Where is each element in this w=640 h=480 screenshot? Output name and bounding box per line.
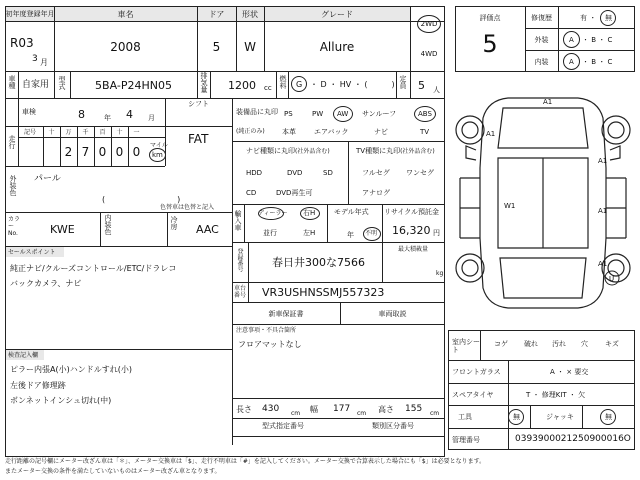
inspector-line-1: ピラー内張A(小)ハンドルすれ(小) — [10, 365, 132, 374]
repair-none: 無 — [605, 14, 612, 22]
equipment-item: PW — [312, 110, 324, 118]
shift-value: FAT — [188, 132, 209, 146]
doors-label: ドア — [208, 10, 225, 19]
sales-point-label: セールスポイント — [8, 249, 56, 256]
sheet-item: 破れ — [524, 340, 538, 348]
yen-unit: 円 — [433, 229, 440, 237]
doors-value: 5 — [212, 40, 221, 54]
odo-divider — [111, 126, 112, 166]
height-cm: cm — [430, 410, 440, 417]
spare-value: T ・ 修理KIT ・ 欠 — [526, 391, 586, 399]
width-cm: cm — [357, 410, 367, 417]
disp-label: 排気量 — [200, 72, 208, 93]
unknown-label: 不明 — [365, 230, 378, 237]
equipment-item: サンルーフ — [362, 110, 397, 118]
equipment-sub: (純正のみ) — [236, 128, 265, 135]
exterior-note: 色替車は色替と記入 — [160, 204, 215, 211]
fuel-rest: ・ D ・ HV ・ ( ) — [310, 80, 395, 89]
equipment-item: 本革 — [282, 128, 296, 136]
spare-label: スペアタイヤ — [452, 391, 494, 399]
exterior-paren: ( ) — [102, 195, 181, 204]
right-label: 右H — [303, 209, 316, 217]
nav-item: DVD — [287, 169, 303, 177]
kg-unit: kg — [436, 270, 444, 277]
inspection-year-unit: 年 — [104, 114, 111, 122]
sheet-item: コゲ — [494, 340, 508, 348]
aw-circle — [333, 106, 353, 122]
recycle-label: リサイクル預託金 — [384, 208, 440, 216]
first-reg-label: 初年度登録年月 — [5, 10, 55, 18]
dealer-label: ディーラー — [258, 210, 288, 217]
inspection-label: 車検 — [22, 108, 36, 116]
tv-item: フルセグ — [362, 169, 390, 177]
tool-label: 工具 — [458, 413, 472, 421]
color-code: KWE — [50, 223, 75, 236]
inspector-line-2: 左後ドア修理跡 — [10, 381, 66, 390]
plate-label: 登録番号 — [236, 248, 243, 272]
inspection-year: 8 — [78, 108, 85, 121]
odo-unit-1: 万 — [65, 129, 72, 136]
diag-u-mark: U — [609, 275, 615, 283]
nav-item: HDD — [246, 169, 263, 177]
footer-line-1: 走行距離の記号欄にメーター改ざん車は「＊」、メーター交換車は「$」、走行不明車は「#」を記入してください。メーター交換で合算表示した場合にも「$」は必要となります。 — [5, 458, 486, 465]
cc-unit: cc — [264, 84, 272, 92]
nav-item: SD — [323, 169, 333, 177]
capacity-value: 5 — [418, 79, 425, 92]
interior-rest: ・ B ・ C — [582, 58, 613, 66]
height-value: 155 — [405, 404, 423, 414]
fuel-label: 燃料 — [279, 75, 287, 89]
odo-digit-5: 0 — [132, 145, 141, 159]
first-reg-month: 3 — [32, 54, 38, 64]
inspector-label: 検査記入欄 — [8, 352, 39, 359]
import-label: 輸入車 — [234, 210, 242, 231]
exterior-grade-label: 外装 — [534, 36, 549, 44]
odo-unit-0: 十 — [48, 129, 55, 136]
sheet-item: キズ — [605, 340, 619, 348]
tv-title-text: TV種類に丸印 — [356, 147, 401, 155]
inspector-line-3: ボンネットインシュ切れ(中) — [10, 396, 112, 405]
repair-label: 修復歴 — [531, 14, 552, 22]
color-no-label: カラー No. — [8, 216, 21, 237]
exterior-label: 外装色 — [9, 175, 17, 196]
tv-sub: (社外品含む) — [400, 148, 435, 155]
nav-title-text: ナビ種類に丸印 — [246, 147, 295, 155]
first-reg-year: R03 — [10, 36, 34, 50]
grade-label: グレード — [321, 10, 353, 19]
height-label: 高さ — [378, 405, 394, 414]
odo-digit-3: 0 — [98, 145, 107, 159]
diag-label-a1-rear: A1 — [598, 260, 608, 268]
vin-label: 車台番号 — [234, 285, 247, 299]
shift-label: シフト — [188, 100, 209, 108]
odo-digit-1: 2 — [64, 145, 73, 159]
drive-2wd: 2WD — [420, 20, 438, 28]
equipment-item: PS — [284, 110, 293, 118]
diag-label-a1-front: A1 — [543, 98, 553, 106]
car-diagram — [448, 88, 638, 318]
inspection-month: 4 — [126, 108, 133, 121]
interior-label: 内装色 — [104, 214, 112, 235]
ac-value: AAC — [196, 223, 219, 236]
notes-label: 注意事項・不具合箇所 — [236, 327, 297, 334]
equipment-item: エアバック — [314, 128, 349, 136]
length-cm: cm — [291, 410, 301, 417]
score-value: 5 — [482, 30, 498, 58]
odo-divider — [60, 126, 61, 166]
odo-unit-3: 百 — [99, 129, 106, 136]
plate-value: 春日井300な7566 — [272, 256, 365, 269]
odo-divider — [94, 126, 95, 166]
type-no-label: 型式指定番号 — [262, 422, 304, 430]
month-unit: 月 — [40, 58, 48, 67]
fuel-g: G — [296, 80, 303, 89]
tv-item: ワンセグ — [406, 169, 434, 177]
reg-label: 車種 — [8, 75, 16, 89]
model-year-label: モデル年式 — [334, 208, 369, 216]
nav-item: DVD再生可 — [276, 189, 313, 197]
glass-value: A ・ × 要交 — [550, 368, 589, 376]
mileage-label: 走行 — [8, 135, 16, 149]
interior-grade-label: 内装 — [534, 58, 549, 66]
diag-label-a1-right2: A1 — [598, 207, 608, 215]
exterior-rest: ・ B ・ C — [582, 36, 613, 44]
jack-value: 無 — [605, 413, 612, 421]
person-unit: 人 — [433, 86, 440, 94]
mgmt-label: 管理番号 — [452, 436, 480, 444]
odo-digit-4: 0 — [115, 145, 124, 159]
repair-options: 有 ・ — [580, 14, 597, 22]
parallel-label: 並行 — [263, 229, 277, 237]
notes-value: フロアマットなし — [238, 340, 302, 349]
odo-divider — [77, 126, 78, 166]
record-label: 記号 — [24, 129, 37, 136]
length-value: 430 — [262, 404, 280, 414]
tv-title — [356, 147, 435, 155]
left-label: 左H — [303, 229, 316, 237]
sheet-item: 汚れ — [552, 340, 566, 348]
inspection-month-unit: 月 — [148, 114, 155, 122]
sheet-label: 室内シート — [452, 338, 480, 354]
odo-unit-5: 一 — [133, 129, 140, 136]
diag-label-a1-left: A1 — [486, 130, 496, 138]
vin-value: VR3USHNSSMJ557323 — [262, 286, 385, 299]
sheet-item: 穴 — [581, 340, 588, 348]
interior-a: A — [569, 58, 574, 66]
equipment-item: TV — [420, 128, 430, 136]
mgmt-value: 0393900021250900016O — [515, 434, 631, 444]
max-load-label: 最大積載量 — [398, 246, 429, 253]
diag-label-w1: W1 — [504, 202, 516, 210]
diag-label-a1-right: A1 — [598, 157, 608, 165]
nav-title — [246, 147, 330, 155]
equipment-item: AW — [337, 110, 349, 118]
equipment-item: ナビ — [374, 128, 388, 136]
ac-label: 冷房 — [170, 216, 178, 230]
shape-value: W — [244, 40, 256, 54]
abs-circle — [414, 106, 436, 122]
width-label: 幅 — [310, 405, 318, 414]
recycle-value: 16,320 — [392, 224, 431, 237]
odo-unit-2: 千 — [82, 129, 89, 136]
grade-value: Allure — [319, 40, 355, 54]
nav-item: CD — [246, 189, 257, 197]
glass-label: フロントガラス — [452, 368, 501, 376]
km-label: km — [152, 151, 163, 159]
capacity-label: 定員 — [399, 75, 407, 89]
sales-line-2: バックカメラ、ナビ — [10, 279, 82, 288]
shape-label: 形状 — [242, 10, 258, 19]
model-value: 2008 — [110, 40, 141, 54]
model-year-unit: 年 — [347, 231, 354, 239]
manual-label: 車両取説 — [378, 310, 407, 318]
length-label: 長さ — [236, 405, 252, 414]
tv-item: アナログ — [362, 189, 390, 197]
equipment-item: ABS — [418, 110, 432, 118]
sales-line-1: 純正ナビ/クルーズコントロール/ETC/ドラレコ — [10, 264, 177, 273]
equipment-label: 装備品に丸印 — [236, 108, 278, 116]
footer-line-2: またメーター交換の条件を満たしていないものはメーター改ざん車となります。 — [5, 468, 221, 475]
katashiki-value: 5BA-P24HN05 — [95, 79, 172, 92]
width-value: 177 — [333, 404, 351, 414]
reg-type: 自家用 — [22, 80, 50, 90]
nav-sub: (社外品含む) — [295, 148, 330, 155]
mile-label: マイル — [150, 142, 168, 149]
jack-label: ジャッキ — [546, 413, 574, 421]
drive-4wd: 4WD — [420, 50, 438, 58]
odo-unit-4: 十 — [116, 129, 123, 136]
model-label: 車名 — [117, 10, 134, 19]
score-label: 評価点 — [479, 14, 501, 22]
new-warranty-label: 新車保証書 — [268, 310, 304, 318]
katashiki-label: 型式 — [58, 76, 66, 90]
tool-value: 無 — [513, 413, 520, 421]
odo-digit-2: 7 — [81, 145, 90, 159]
disp-value: 1200 — [228, 79, 256, 92]
class-no-label: 類別区分番号 — [372, 422, 414, 430]
odo-divider — [128, 126, 129, 166]
exterior-color: パール — [34, 174, 61, 184]
exterior-a: A — [569, 36, 574, 44]
